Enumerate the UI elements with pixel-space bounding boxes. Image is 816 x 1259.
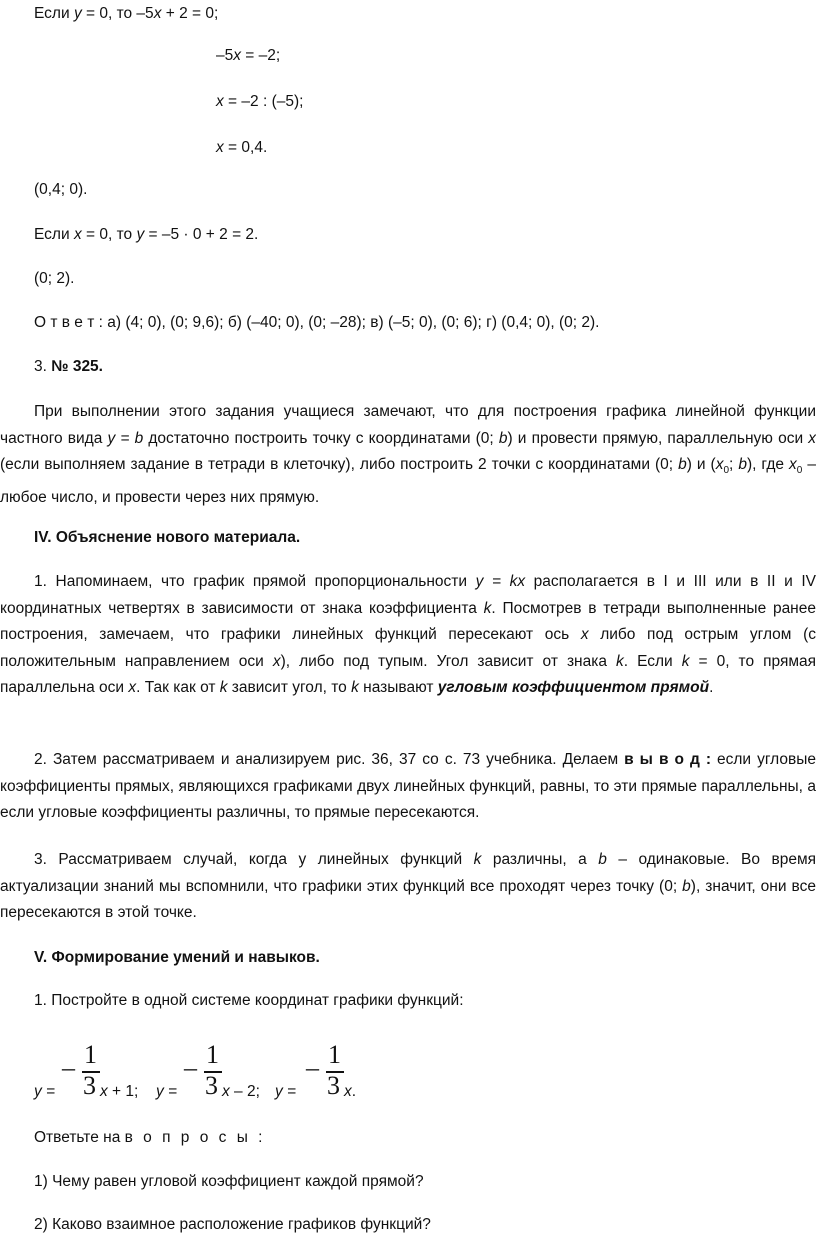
questions-prompt: Ответьте на в о п р о с ы : xyxy=(34,1129,266,1146)
solution-line-5: (0,4; 0). xyxy=(34,181,88,198)
task-3-paragraph: При выполнении этого задания учащиеся замечают, что для построения графика линейной функции частного вида y = b достаточно построить точку с координатами (0; b) и провести прямую, параллельную оси x (если выполняем задание в тетради в клеточку), либо построить 2 точки с координатами (0; b) и ($x_0$; b), где $x_0$ – любое число, и провести через них прямую. xyxy=(0,403,816,506)
answer-line: О т в е т : а) (4; 0), (0; 9,6); б) (–40; 0), (0; –28); в) (–5; 0), (0; 6); г) (0,4; 0), (0; 2). xyxy=(34,314,600,331)
task-3-title: 3. № 325. xyxy=(34,358,103,375)
solution-line-6: Если x = 0, то y = –5 · 0 + 2 = 2. xyxy=(34,226,259,243)
fraction-3: – 1 3 xyxy=(306,1040,346,1096)
solution-line-3: x = –2 : (–5); xyxy=(216,93,304,110)
solution-line-4: x = 0,4. xyxy=(216,139,268,156)
solution-line-1: Если y = 0, то –5x + 2 = 0; xyxy=(34,5,219,22)
formula-tail-1: x + 1; xyxy=(100,1083,139,1100)
question-1: 1) Чему равен угловой коэффициент каждой прямой? xyxy=(34,1173,424,1190)
section-4-paragraph-1: 1. Напоминаем, что график прямой пропорциональности y = kx располагается в I и III или в II и IV координатных четвертях в зависимости от знака коэффициента k. Посмотрев в тетради выполненные ранее построения, замечаем, что графики линейных функций пересекают ось x либо под острым углом (с положительным направлением оси x), либо под тупым. Угол зависит от знака k. Если k = 0, то прямая параллельна оси x. Так как от k зависит угол, то k называют угловым коэффициентом прямой. xyxy=(0,573,816,696)
section-4-heading: IV. Объяснение нового материала. xyxy=(34,529,301,546)
formula-tail-2: x – 2; xyxy=(222,1083,260,1100)
formula-y-2: y = xyxy=(156,1083,178,1100)
question-2: 2) Каково взаимное расположение графиков функций? xyxy=(34,1216,431,1233)
section-5-heading: V. Формирование умений и навыков. xyxy=(34,949,320,966)
solution-line-7: (0; 2). xyxy=(34,270,75,287)
solution-line-2: –5x = –2; xyxy=(216,47,281,64)
section-4-paragraph-3: 3. Рассматриваем случай, когда у линейных функций k различны, а b – одинаковые. Во время актуализации знаний мы вспомнили, что графики этих функций все проходят через точку (0; b), значит, они все пересекаются в этой точке. xyxy=(0,851,816,921)
task-1-text: 1. Постройте в одной системе координат графики функций: xyxy=(34,992,464,1009)
formula-tail-3: x. xyxy=(344,1083,357,1100)
section-4-paragraph-2: 2. Затем рассматриваем и анализируем рис. 36, 37 со с. 73 учебника. Делаем в ы в о д : если угловые коэффициенты прямых, являющихся графиками двух линейных функций, равны, то эти прямые параллельны, а если угловые коэффициенты различны, то прямые пересекаются. xyxy=(0,751,816,821)
formula-y-1: y = xyxy=(34,1083,56,1100)
fraction-2: – 1 3 xyxy=(184,1040,224,1096)
formula-y-3: y = xyxy=(275,1083,297,1100)
fraction-1: – 1 3 xyxy=(62,1040,102,1096)
